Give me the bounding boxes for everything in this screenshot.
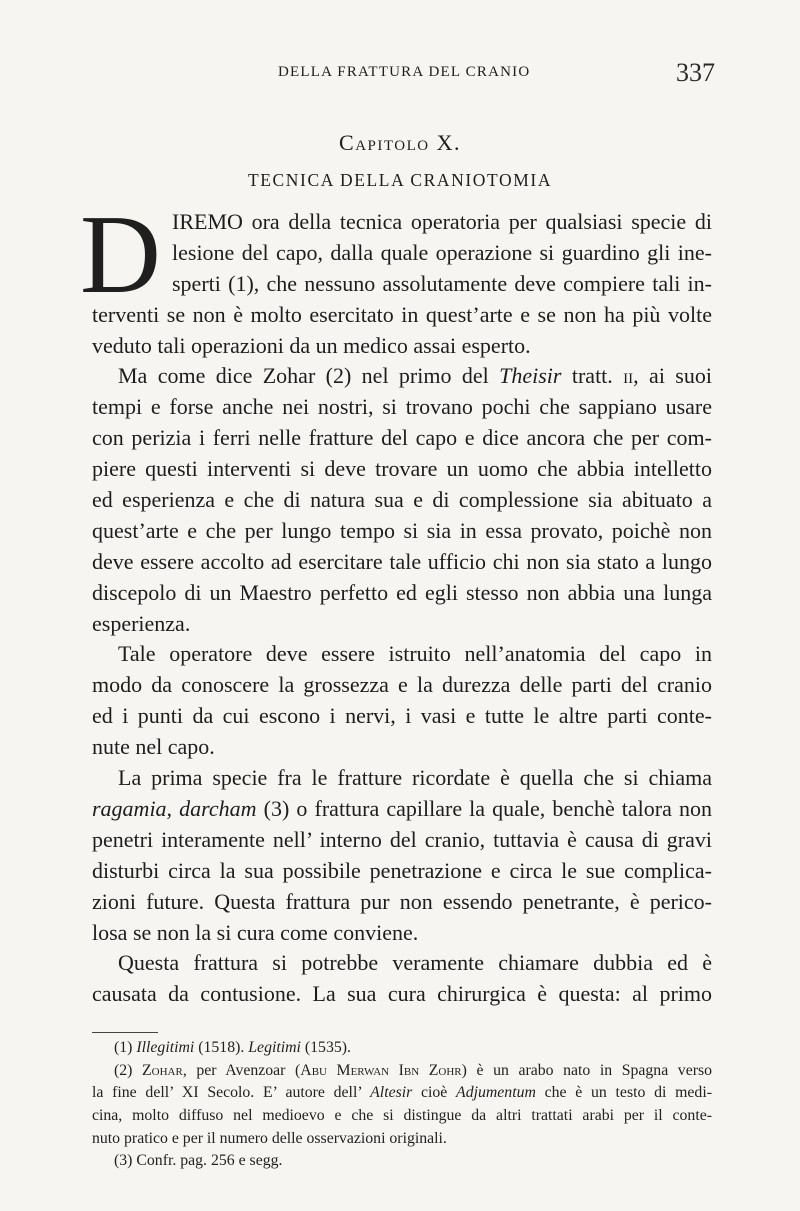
footnote-line bbox=[92, 1082, 712, 1105]
text-line: causata da contusione. La sua cura chirurgica è questa: al primo bbox=[92, 981, 712, 1007]
text-run: ) è un arabo nato in Spagna verso bbox=[461, 1061, 713, 1079]
footnote-1 bbox=[92, 1037, 712, 1060]
text-line: piere questi interventi si deve trovare un uomo che abbia intelletto bbox=[92, 456, 712, 482]
text-line: losa se non la si cura come conviene. bbox=[92, 919, 419, 945]
text-line: ed esperienza e che di natura sua e di complessione sia abituato a bbox=[92, 487, 712, 513]
text-run: la fine dell’ XI Secolo. E’ autore dell’ bbox=[92, 1084, 371, 1102]
text-run: (1535). bbox=[300, 1039, 351, 1056]
text-line: disturbi circa la sua possibile penetrazione e circa le sue complica- bbox=[92, 857, 712, 883]
text-line: Tale operatore deve essere istruito nell’anatomia del capo in bbox=[118, 641, 712, 667]
text-run: (3) o frattura capillare la quale, benchè talora non bbox=[256, 795, 712, 821]
italic-term: ragamia, darcham bbox=[92, 795, 257, 821]
text-line: La prima specie fra le fratture ricordate è quella che si chiama bbox=[118, 765, 712, 791]
text-run: (1) bbox=[114, 1039, 137, 1056]
footnote-line: nuto pratico e per il numero delle osservazioni originali. bbox=[92, 1129, 447, 1147]
text-line: veduto tali operazioni da un medico assai esperto. bbox=[92, 332, 531, 358]
footnote-3: (3) Confr. pag. 256 e segg. bbox=[114, 1152, 283, 1170]
footnotes bbox=[92, 1037, 712, 1173]
text-run: che è un testo di medi- bbox=[535, 1084, 712, 1102]
text-line: terventi se non è molto esercitato in quest’arte e se non ha più volte bbox=[92, 301, 712, 327]
text-run: (1518). bbox=[194, 1039, 249, 1056]
text-run: tratt. bbox=[561, 363, 624, 389]
text-line bbox=[92, 361, 712, 392]
text-run: (2) bbox=[114, 1061, 142, 1079]
footnote-line: cina, molto diffuso nel medioevo e che si distingue da altri trattati arabi per il conte- bbox=[92, 1107, 712, 1125]
text-line: penetri interamente nell’ interno del cranio, tuttavia è causa di gravi bbox=[92, 826, 712, 852]
chapter-title: TECNICA DELLA CRANIOTOMIA bbox=[247, 170, 553, 190]
text-line: lesione del capo, dalla quale operazione si guardino gli ine- bbox=[172, 239, 712, 265]
text-line: ed i punti da cui escono i nervi, i vasi e tutte le altre parti conte- bbox=[92, 703, 712, 729]
running-head: DELLA FRATTURA DEL CRANIO bbox=[278, 64, 531, 80]
text-line: zioni future. Questa frattura pur non essendo penetrante, è perico- bbox=[92, 888, 712, 914]
footnote-divider bbox=[92, 1032, 158, 1033]
text-line: tempi e forse anche nei nostri, si trovano pochi che sappiano usare bbox=[92, 394, 712, 420]
text-line: sperti (1), che nessuno assolutamente deve compiere tali in- bbox=[172, 270, 712, 296]
text-line: discepolo di un Maestro perfetto ed egli stesso non abbia una lunga bbox=[92, 579, 712, 605]
work-title: Theisir bbox=[499, 363, 562, 389]
work-title: Adjumentum bbox=[456, 1084, 536, 1102]
chapter-number: Capitolo X. bbox=[339, 130, 461, 155]
text-line: Questa frattura si potrebbe veramente chiamare dubbia ed è bbox=[118, 950, 712, 976]
roman-numeral: ii bbox=[623, 363, 634, 389]
text-line: nute nel capo. bbox=[92, 734, 215, 760]
text-line bbox=[92, 794, 712, 825]
work-title: Altesir bbox=[370, 1084, 413, 1102]
text-line: IREMO ora della tecnica operatoria per qualsiasi specie di bbox=[172, 209, 712, 234]
paragraph-1-opening bbox=[172, 207, 712, 300]
text-line: con perizia i ferri nelle fratture del capo e dice ancora che per com- bbox=[92, 425, 712, 451]
text-run: Ma come dice Zohar (2) nel primo del bbox=[118, 363, 500, 389]
footnote-2 bbox=[92, 1060, 712, 1083]
text-line: esperienza. bbox=[92, 610, 191, 636]
author-name: Zohar bbox=[142, 1061, 183, 1079]
main-text bbox=[92, 300, 712, 1010]
text-line: quest’arte e che per lungo tempo si sia in essa provato, poichè non bbox=[92, 517, 712, 543]
italic-term: Illegitimi bbox=[136, 1039, 195, 1056]
italic-term: Legitimi bbox=[248, 1039, 301, 1056]
text-run: , ai suoi bbox=[633, 363, 712, 389]
text-line: modo da conoscere la grossezza e la durezza delle parti del cranio bbox=[92, 672, 712, 698]
text-run: , per Avenzoar ( bbox=[182, 1061, 301, 1079]
author-alias: Abu Merwan Ibn Zohr bbox=[300, 1061, 462, 1079]
page-number: 337 bbox=[676, 58, 715, 87]
text-run: cioè bbox=[412, 1084, 457, 1102]
drop-cap: D bbox=[80, 193, 161, 317]
text-line: deve essere accolto ad esercitare tale ufficio chi non sia stato a lungo bbox=[92, 548, 712, 574]
